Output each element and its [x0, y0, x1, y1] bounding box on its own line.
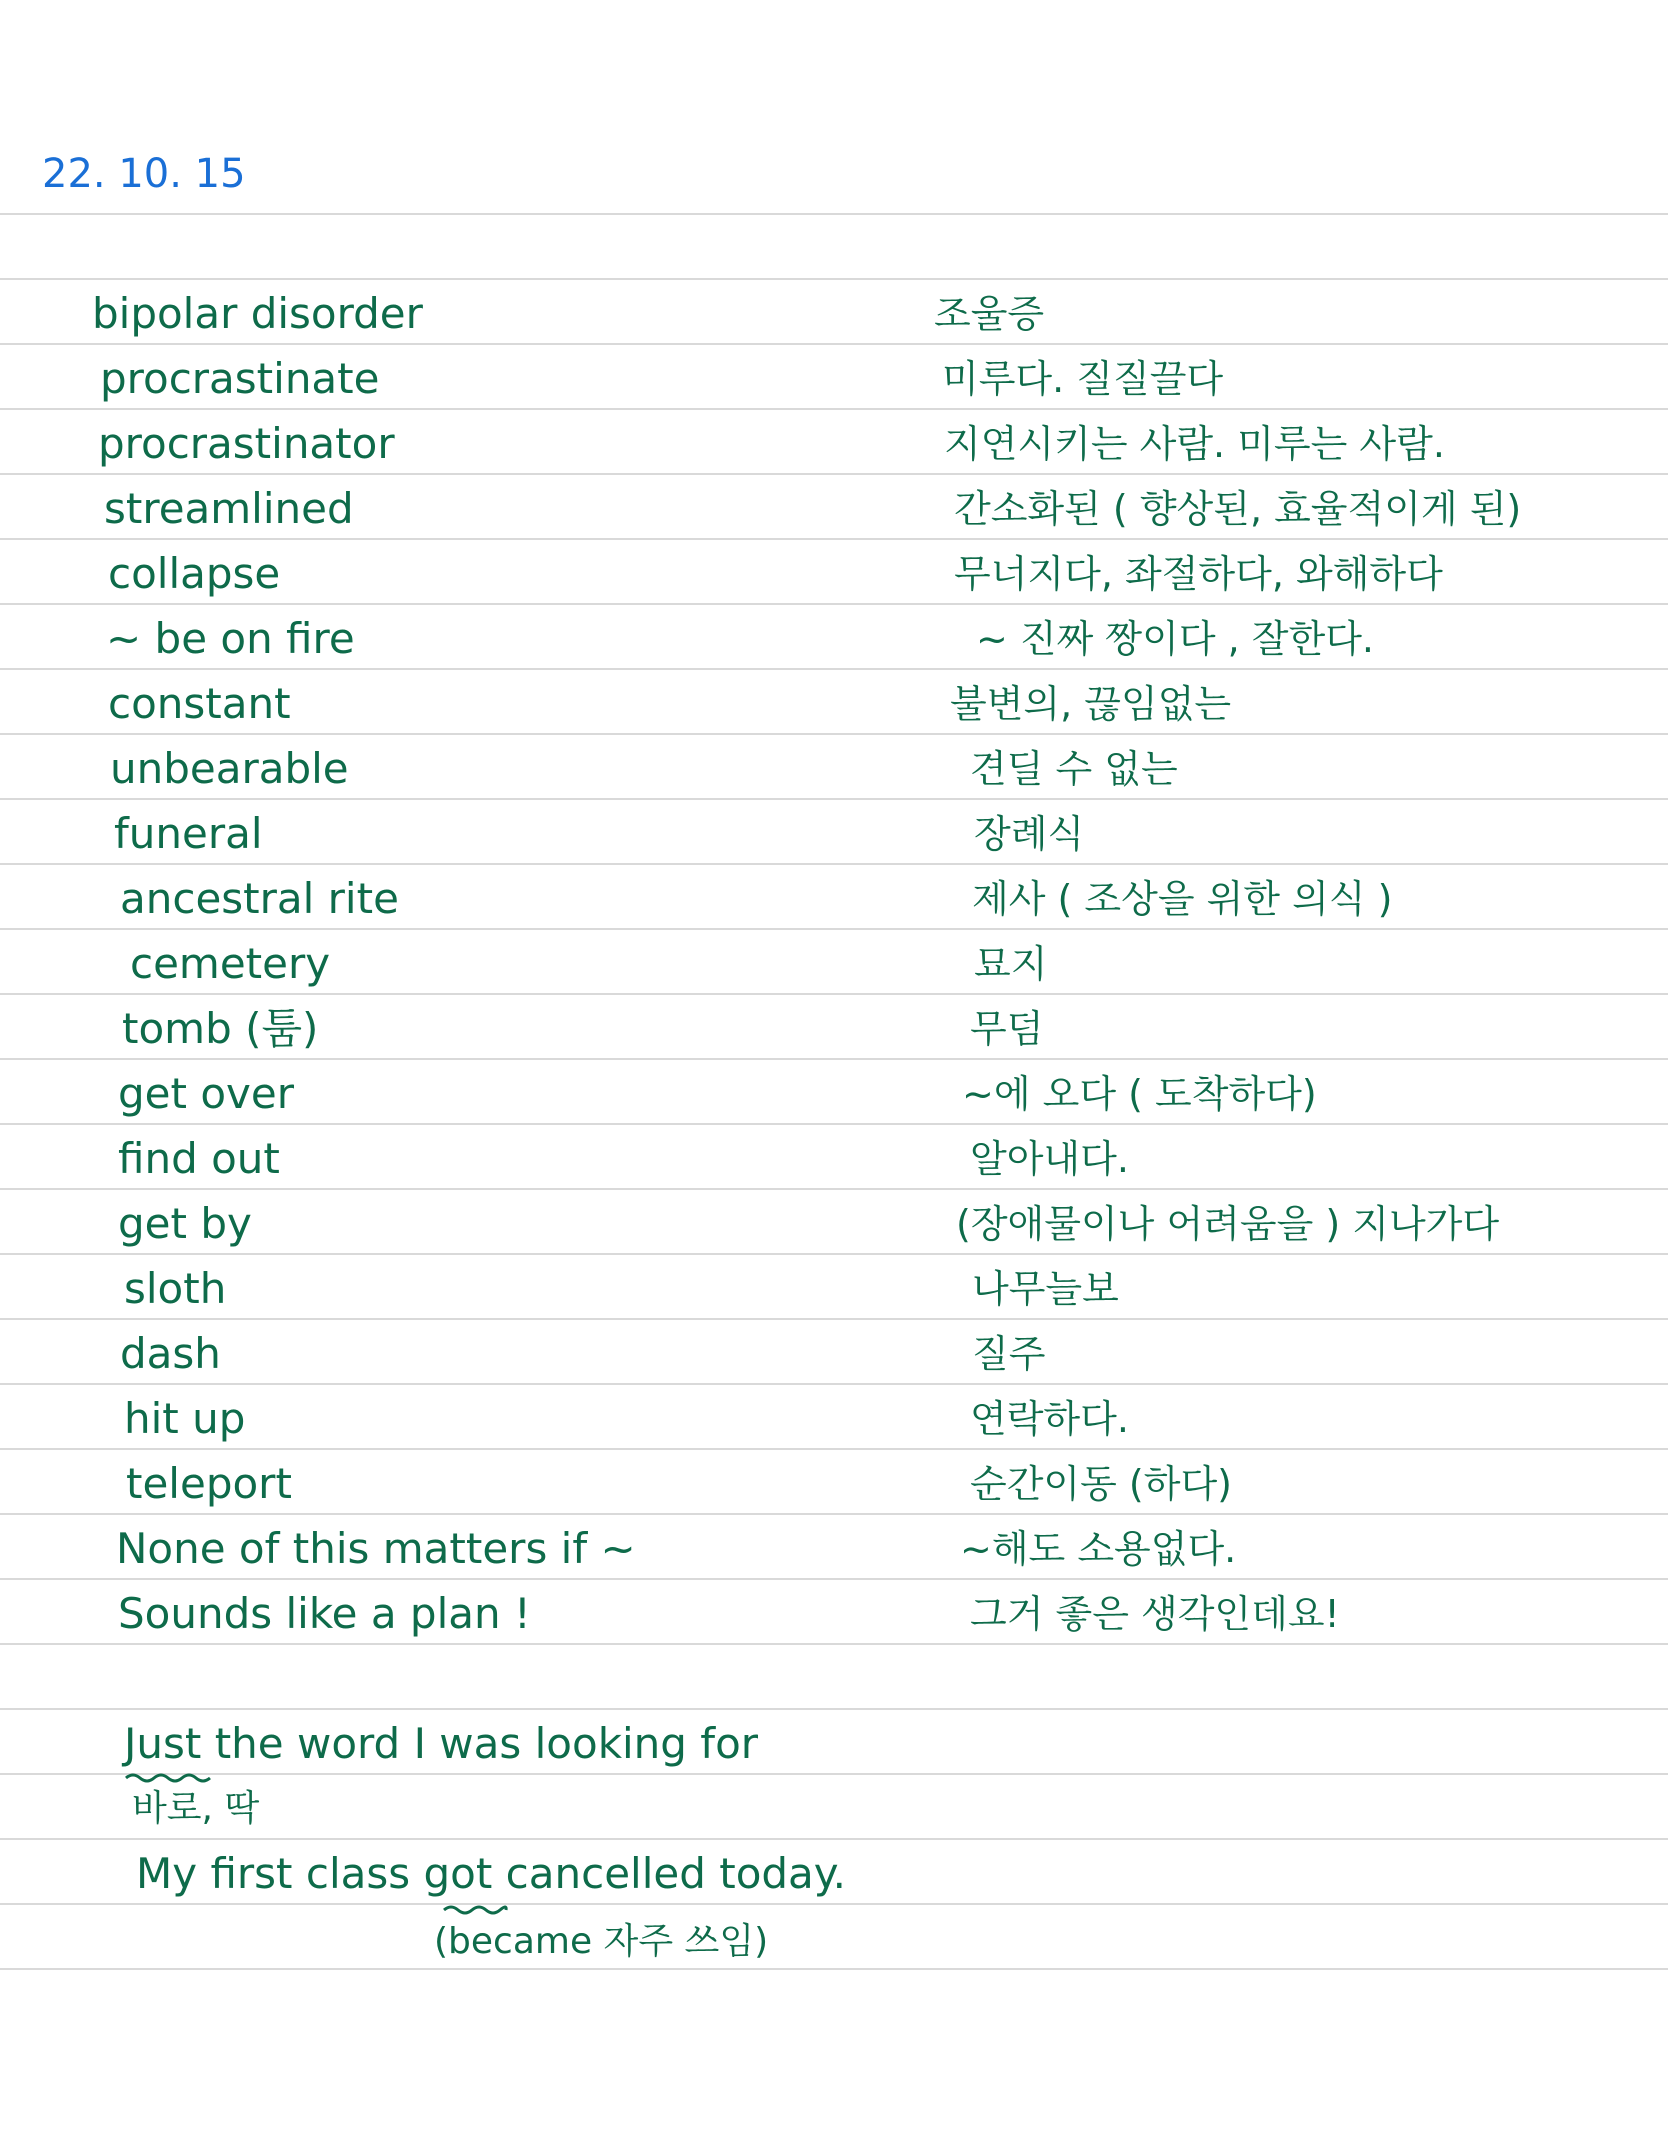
vocab-meaning: 순간이동 (하다) [970, 1462, 1232, 1506]
vocab-meaning: 미루다. 질질끌다 [942, 357, 1224, 401]
vocab-meaning: 무덤 [970, 1007, 1044, 1051]
vocab-word: dash [120, 1329, 221, 1378]
vocab-word: streamlined [104, 484, 354, 533]
ruled-line [0, 1253, 1668, 1255]
ruled-line [0, 1643, 1668, 1645]
ruled-line [0, 1188, 1668, 1190]
vocab-meaning: (장애물이나 어려움을 ) 지나가다 [956, 1202, 1500, 1246]
ruled-line [0, 798, 1668, 800]
example-sentence: My first class got cancelled today. [136, 1849, 847, 1898]
vocab-word: None of this matters if ~ [116, 1524, 636, 1573]
example-gloss: (became 자주 쓰임) [434, 1921, 769, 1962]
vocab-meaning: 지연시키는 사람. 미루는 사람. [944, 422, 1445, 466]
vocab-meaning: 알아내다. [970, 1137, 1129, 1181]
ruled-line [0, 213, 1668, 215]
vocab-word: collapse [108, 549, 281, 598]
ruled-line [0, 408, 1668, 410]
ruled-line [0, 1838, 1668, 1840]
vocab-meaning: 연락하다. [970, 1397, 1129, 1441]
vocab-meaning: 간소화된 ( 향상된, 효율적이게 된) [954, 487, 1522, 531]
vocab-meaning: 질주 [972, 1332, 1046, 1376]
vocab-word: get by [118, 1199, 252, 1248]
ruled-line [0, 1578, 1668, 1580]
vocab-meaning: 무너지다, 좌절하다, 와해하다 [954, 552, 1443, 596]
example-sentence: Just the word I was looking for [124, 1719, 759, 1768]
ruled-line [0, 1513, 1668, 1515]
vocab-word: ancestral rite [120, 874, 399, 923]
vocab-meaning: 조울증 [934, 292, 1045, 336]
vocab-meaning: 나무늘보 [972, 1267, 1119, 1311]
ruled-line [0, 928, 1668, 930]
vocab-word: sloth [124, 1264, 227, 1313]
vocab-meaning: 견딜 수 없는 [970, 747, 1178, 791]
vocab-word: Sounds like a plan ! [118, 1589, 531, 1638]
emphasis-squiggle [124, 1770, 214, 1784]
ruled-line [0, 1903, 1668, 1905]
ruled-line [0, 1448, 1668, 1450]
vocab-word: hit up [124, 1394, 246, 1443]
ruled-line [0, 1058, 1668, 1060]
vocab-word: get over [118, 1069, 294, 1118]
vocab-meaning: ~해도 소용없다. [960, 1527, 1237, 1571]
ruled-line [0, 1318, 1668, 1320]
vocab-word: procrastinate [100, 354, 380, 403]
vocab-word: teleport [126, 1459, 292, 1508]
vocab-meaning: 불변의, 끊임없는 [950, 682, 1232, 726]
vocab-word: constant [108, 679, 291, 728]
vocab-word: ~ be on fire [106, 614, 355, 663]
ruled-line [0, 668, 1668, 670]
vocab-word: find out [118, 1134, 280, 1183]
ruled-line [0, 1383, 1668, 1385]
emphasis-squiggle [442, 1902, 508, 1916]
page-date: 22. 10. 15 [42, 151, 246, 197]
ruled-line [0, 1708, 1668, 1710]
vocab-meaning: 제사 ( 조상을 위한 의식 ) [972, 877, 1393, 921]
vocab-word: funeral [114, 809, 263, 858]
ruled-line [0, 603, 1668, 605]
ruled-line [0, 733, 1668, 735]
vocab-meaning: 장례식 [974, 812, 1085, 856]
ruled-line [0, 1123, 1668, 1125]
vocab-meaning: ~에 오다 ( 도착하다) [962, 1072, 1317, 1116]
vocab-word: procrastinator [98, 419, 395, 468]
vocab-meaning: 그거 좋은 생각인데요! [970, 1592, 1340, 1636]
ruled-line [0, 343, 1668, 345]
ruled-line [0, 278, 1668, 280]
vocab-meaning: 묘지 [974, 942, 1048, 986]
ruled-line [0, 538, 1668, 540]
vocab-word: tomb (툼) [122, 1004, 319, 1053]
ruled-line [0, 1968, 1668, 1970]
ruled-line [0, 863, 1668, 865]
example-gloss: 바로, 딱 [132, 1788, 260, 1829]
vocab-meaning: ~ 진짜 짱이다 , 잘한다. [976, 617, 1374, 661]
vocab-word: bipolar disorder [92, 289, 423, 338]
vocab-word: cemetery [130, 939, 331, 988]
ruled-line [0, 473, 1668, 475]
vocab-word: unbearable [110, 744, 349, 793]
ruled-line [0, 993, 1668, 995]
ruled-line [0, 1773, 1668, 1775]
